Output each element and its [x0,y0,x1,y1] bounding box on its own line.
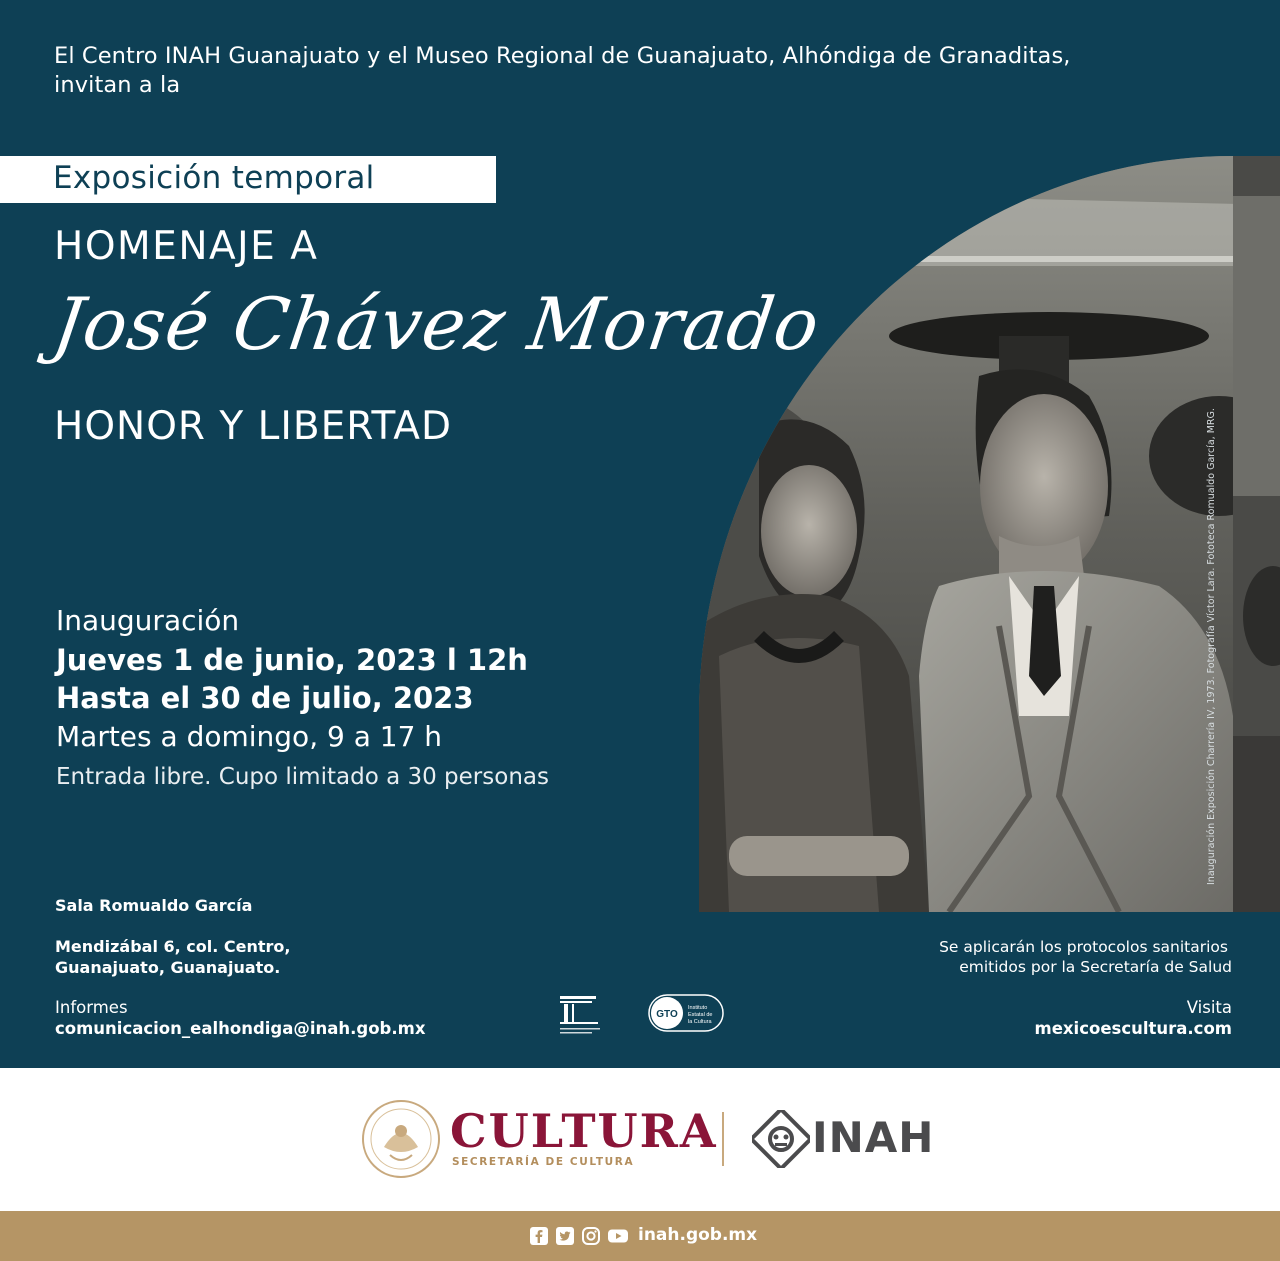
instagram-icon[interactable] [581,1226,601,1246]
inah-emblem-icon [752,1110,810,1168]
photo-credit: Inauguración Exposición Charrería IV, 1973. Fotografía Víctor Lara. Fototeca Romualdo García, MRG. [1206,408,1217,885]
exhibition-type-band [0,156,496,203]
schedule: Martes a domingo, 9 a 17 h [56,720,443,753]
svg-text:la Cultura: la Cultura [688,1019,712,1025]
photo-edge-illustration [1233,156,1280,912]
info-label: Informes [55,998,128,1017]
exhibition-type: Exposición temporal [53,160,375,196]
intro-line-2: invitan a la [54,72,181,98]
alhondiga-logo-icon [558,992,602,1038]
gto-logo-icon [648,994,724,1032]
gto-culture-logo [648,994,724,1032]
svg-text:Instituto: Instituto [688,1005,708,1011]
visit-label: Visita [1186,998,1232,1017]
social-icons [529,1226,627,1246]
svg-text:Estatal de: Estatal de [688,1012,713,1018]
inauguration-date: Jueves 1 de junio, 2023 l 12h [56,643,528,677]
inah-wordmark: INAH [812,1113,935,1162]
inah-website-link[interactable]: inah.gob.mx [638,1225,758,1245]
cultura-wordmark: CULTURA [450,1104,718,1158]
photo-illustration [699,156,1233,912]
twitter-icon[interactable] [555,1226,575,1246]
facebook-icon[interactable] [529,1226,549,1246]
contact-email[interactable]: comunicacion_ealhondiga@inah.gob.mx [55,1019,426,1038]
gto-label: GTO [656,1009,678,1020]
artist-name: José Chávez Morado [48,282,825,366]
inauguration-label: Inauguración [56,604,240,637]
title-line-1: HOMENAJE A [54,224,319,269]
youtube-icon[interactable] [607,1226,627,1246]
intro-line-1: El Centro INAH Guanajuato y el Museo Regional de Guanajuato, Alhóndiga de Granaditas, [54,43,1071,69]
title-line-3: HONOR Y LIBERTAD [54,404,453,449]
historical-photo [699,156,1233,912]
venue-room: Sala Romualdo García [55,896,253,915]
protocol-notice-line-2: emitidos por la Secretaría de Salud [959,958,1232,976]
mexico-seal-icon [360,1099,442,1179]
website-link[interactable]: mexicoescultura.com [1034,1019,1232,1038]
entry-info: Entrada libre. Cupo limitado a 30 personas [56,764,549,790]
protocol-notice-line-1: Se aplicarán los protocolos sanitarios [939,938,1228,956]
intro-text [54,42,1234,100]
footer-divider [722,1112,724,1166]
photo-edge-strip [1233,156,1280,912]
address-line-2: Guanajuato, Guanajuato. [55,958,281,977]
secretaria-label: SECRETARÍA DE CULTURA [452,1156,635,1168]
end-date: Hasta el 30 de julio, 2023 [56,681,474,715]
address-line-1: Mendizábal 6, col. Centro, [55,937,291,956]
